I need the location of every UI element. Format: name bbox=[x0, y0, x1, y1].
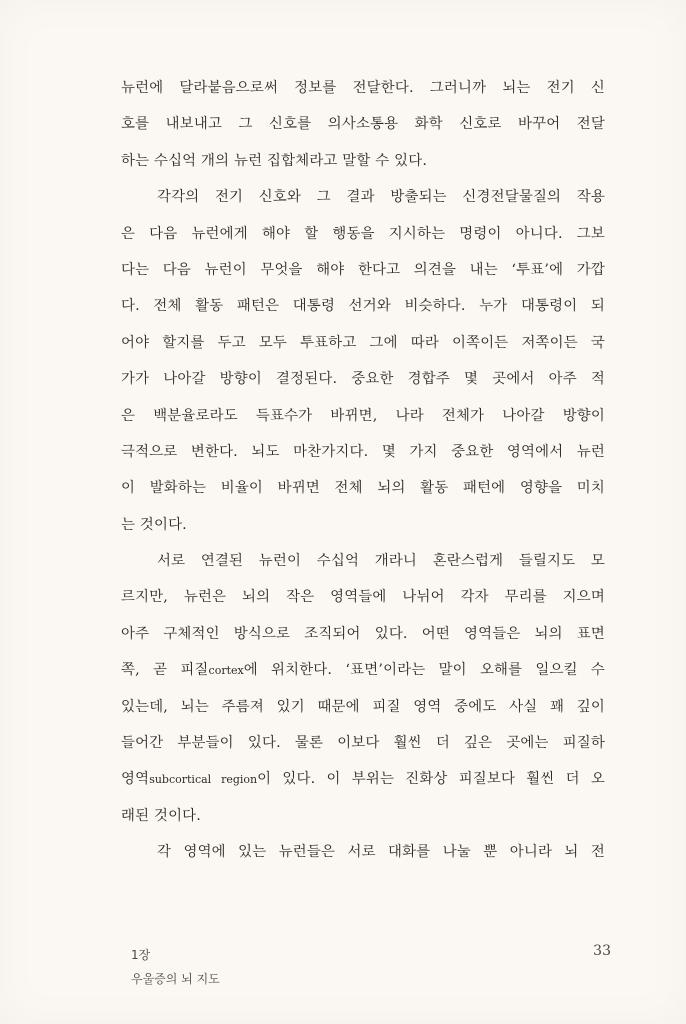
text-line: 가가 나아갈 방향이 결정된다. 중요한 경합주 몇 곳에서 아주 적 bbox=[121, 371, 605, 388]
page-number: 33 bbox=[593, 943, 611, 959]
body-text bbox=[121, 70, 605, 871]
text-line: 어야 할지를 두고 모두 투표하고 그에 따라 이쪽이든 저쪽이든 국 bbox=[121, 334, 605, 351]
cortex-line-before: 쪽, 곧 피질 bbox=[121, 662, 209, 679]
text-line: 래된 것이다. bbox=[121, 807, 202, 824]
text-line: 아주 구체적인 방식으로 조직되어 있다. 어떤 영역들은 뇌의 표면 bbox=[121, 625, 605, 642]
chapter-label: 1장 bbox=[131, 948, 151, 962]
text-line: 는 것이다. bbox=[121, 516, 187, 533]
page-footer bbox=[131, 946, 220, 988]
text-line: 있는데, 뇌는 주름져 있기 때문에 피질 영역 중에도 사실 꽤 깊이 bbox=[121, 698, 605, 715]
subcortical-line bbox=[121, 761, 605, 797]
subcortical-line-after: 이 있다. 이 부위는 진화상 피질보다 훨씬 더 오 bbox=[257, 771, 605, 788]
text-line: 극적으로 변한다. 뇌도 마찬가지다. 몇 가지 중요한 영역에서 뉴런 bbox=[121, 443, 605, 460]
paragraph-start-line: 서로 연결된 뉴런이 수십억 개라니 혼란스럽게 들릴지도 모 bbox=[157, 553, 605, 570]
cortex-line-after: 에 위치한다. ‘표면’이라는 말이 오해를 일으킬 수 bbox=[243, 662, 605, 679]
cortex-term: cortex bbox=[208, 664, 244, 678]
subcortical-line-before: 영역 bbox=[121, 771, 150, 788]
text-line: 은 다음 뉴런에게 해야 할 행동을 지시하는 명령이 아니다. 그보 bbox=[121, 225, 605, 242]
text-line: 은 백분율로라도 득표수가 바뀌면, 나라 전체가 나아갈 방향이 bbox=[121, 407, 605, 424]
cortex-line bbox=[121, 652, 605, 688]
text-line: 다. 전체 활동 패턴은 대통령 선거와 비슷하다. 누가 대통령이 되 bbox=[121, 298, 605, 315]
subcortical-term: subcortical region bbox=[149, 773, 258, 787]
text-line: 들어간 부분들이 있다. 물론 이보다 훨씬 더 깊은 곳에는 피질하 bbox=[121, 735, 605, 752]
paragraph-start-line: 각각의 전기 신호와 그 결과 방출되는 신경전달물질의 작용 bbox=[157, 189, 605, 206]
text-line: 뉴런에 달라붙음으로써 정보를 전달한다. 그러니까 뇌는 전기 신 bbox=[121, 80, 605, 96]
text-line: 다는 다음 뉴런이 무엇을 해야 한다고 의견을 내는 ‘투표’에 가깝 bbox=[121, 261, 605, 278]
text-line: 하는 수십억 개의 뉴런 집합체라고 말할 수 있다. bbox=[121, 152, 428, 169]
text-line: 르지만, 뉴런은 뇌의 작은 영역들에 나뉘어 각자 무리를 지으며 bbox=[121, 589, 605, 606]
text-line: 이 발화하는 비율이 바뀌면 전체 뇌의 활동 패턴에 영향을 미치 bbox=[121, 480, 605, 497]
text-line: 호를 내보내고 그 신호를 의사소통용 화학 신호로 바꾸어 전달 bbox=[121, 116, 605, 133]
book-title: 우울증의 뇌 지도 bbox=[131, 972, 220, 986]
paragraph-start-line: 각 영역에 있는 뉴런들은 서로 대화를 나눌 뿐 아니라 뇌 전 bbox=[157, 844, 605, 861]
